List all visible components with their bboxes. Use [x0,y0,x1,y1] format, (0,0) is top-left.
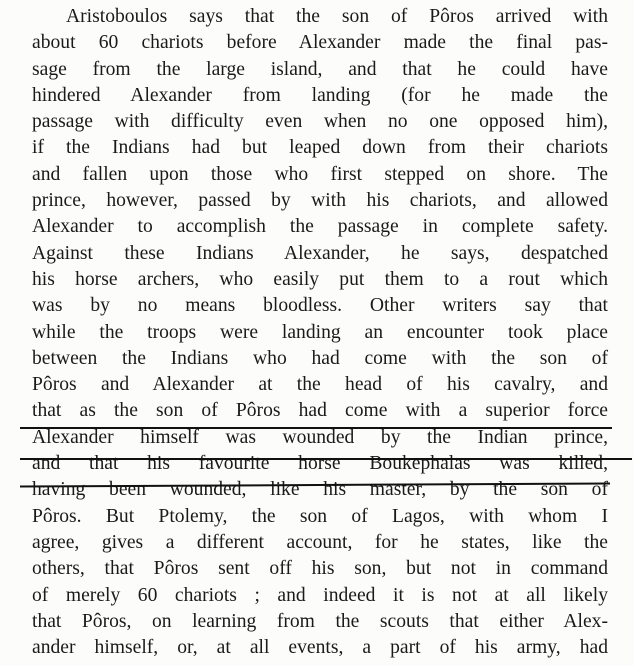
text-line: Alexander to accomplish the passage in complete safety. [32,216,608,238]
text-line: Pôros and Alexander at the head of his cavalry, and [32,374,608,396]
text-line: hindered Alexander from landing (for he made the [32,84,608,106]
text-line: Alexander himself was wounded by the Indian prince, [32,426,608,448]
text-line: Aristoboulos says that the son of Pôros arrived with [66,6,608,27]
underline-rule [20,458,632,460]
underline-rule [20,427,612,429]
text-line: Against these Indians Alexander, he says, despatched [32,242,608,264]
text-line: ander himself, or, at all events, a part of his army, had [32,637,608,659]
text-line: that as the son of Pôros had come with a superior force [32,400,608,422]
text-line: was by no means bloodless. Other writers say that [32,295,608,317]
text-line: Pôros. But Ptolemy, the son of Lagos, with whom I [32,505,608,527]
text-line: about 60 chariots before Alexander made the final pas- [32,32,608,54]
text-line: while the troops were landing an encounter took place [32,321,608,343]
text-line: passage with difficulty even when no one opposed him), [32,111,608,133]
text-line: agree, gives a different account, for he states, like the [32,531,608,553]
text-line: between the Indians who had come with the son of [32,347,608,369]
text-line: and fallen upon those who first stepped on shore. The [32,163,608,185]
text-line: of merely 60 chariots ; and indeed it is not at all likely [32,584,608,606]
text-line: and that his favourite horse Boukephalas was killed, [32,453,608,475]
text-line: others, that Pôros sent off his son, but not in command [32,558,608,580]
text-line: that Pôros, on learning from the scouts that either Alex- [32,610,608,632]
text-line: prince, however, passed by with his chariots, and allowed [32,190,608,212]
text-line: having been wounded, like his master, by the son of [32,479,608,501]
text-line: sage from the large island, and that he could have [32,58,608,80]
text-line: his horse archers, who easily put them to a rout which [32,268,608,290]
text-line: if the Indians had but leaped down from their chariots [32,137,608,159]
body-text [32,4,608,661]
